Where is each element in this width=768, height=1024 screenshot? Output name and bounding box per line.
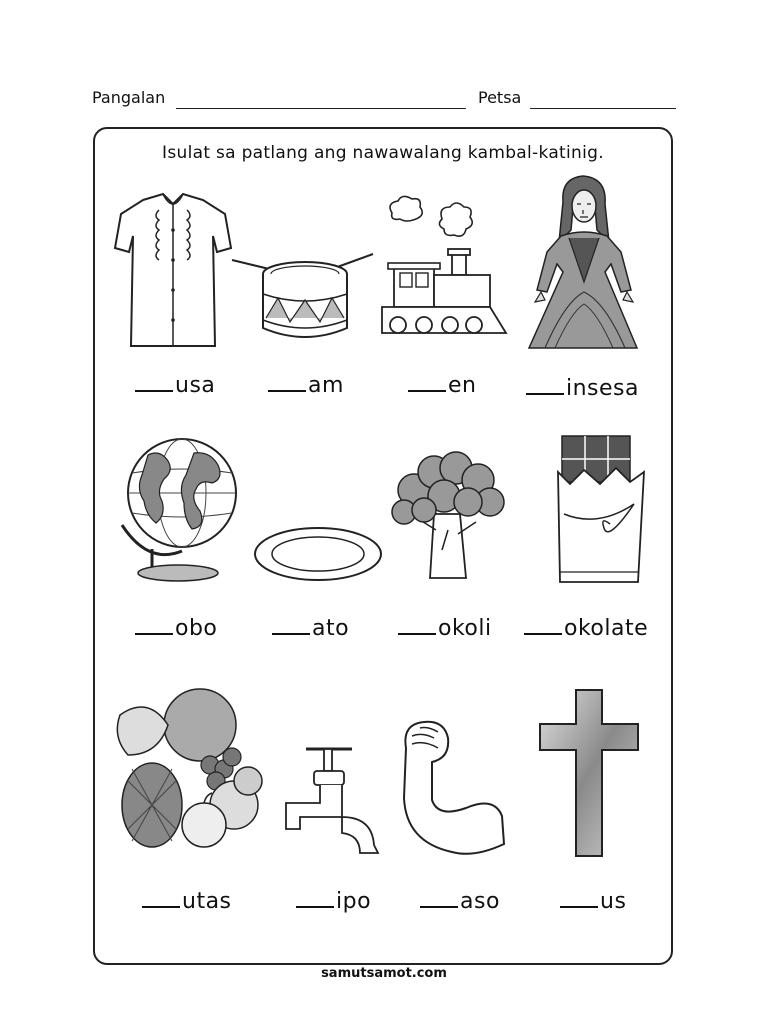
word-item-8[interactable]: okolate xyxy=(524,615,648,641)
worksheet-header xyxy=(0,88,768,118)
cross-picture xyxy=(538,688,640,858)
word-item-9[interactable]: utas xyxy=(142,888,232,914)
instruction-text: Isulat sa patlang ang nawawalang kambal-katinig. xyxy=(162,143,604,163)
answer-blank[interactable] xyxy=(420,888,458,908)
word-item-4[interactable]: insesa xyxy=(526,375,639,401)
word-item-5[interactable]: obo xyxy=(135,615,217,641)
name-label: Pangalan xyxy=(92,88,166,107)
faucet-picture xyxy=(280,745,382,855)
answer-blank[interactable] xyxy=(142,888,180,908)
answer-blank[interactable] xyxy=(296,888,334,908)
word-item-2[interactable]: am xyxy=(268,372,344,398)
word-item-1[interactable]: usa xyxy=(135,372,215,398)
answer-blank[interactable] xyxy=(526,375,564,395)
word-item-7[interactable]: okoli xyxy=(398,615,492,641)
arm-picture xyxy=(398,718,508,858)
answer-blank[interactable] xyxy=(398,615,436,635)
chocolate-picture xyxy=(548,432,648,590)
answer-blank[interactable] xyxy=(524,615,562,635)
globe-picture xyxy=(118,425,243,585)
plate-picture xyxy=(253,525,383,583)
answer-blank[interactable] xyxy=(272,615,310,635)
word-item-12[interactable]: us xyxy=(560,888,626,914)
blouse-picture xyxy=(113,190,233,355)
answer-blank[interactable] xyxy=(135,615,173,635)
footer-site: samutsamot.com xyxy=(321,966,447,981)
answer-blank[interactable] xyxy=(135,372,173,392)
word-item-10[interactable]: ipo xyxy=(296,888,371,914)
word-item-11[interactable]: aso xyxy=(420,888,500,914)
answer-blank[interactable] xyxy=(268,372,306,392)
drum-picture xyxy=(230,250,375,345)
train-picture xyxy=(380,195,508,340)
date-label: Petsa xyxy=(478,88,522,107)
princess-picture xyxy=(525,172,645,350)
answer-blank[interactable] xyxy=(560,888,598,908)
name-field[interactable] xyxy=(176,108,466,109)
answer-blank[interactable] xyxy=(408,372,446,392)
fruits-picture xyxy=(108,685,266,863)
word-item-6[interactable]: ato xyxy=(272,615,349,641)
date-field[interactable] xyxy=(530,108,676,109)
broccoli-picture xyxy=(390,450,508,582)
word-item-3[interactable]: en xyxy=(408,372,476,398)
